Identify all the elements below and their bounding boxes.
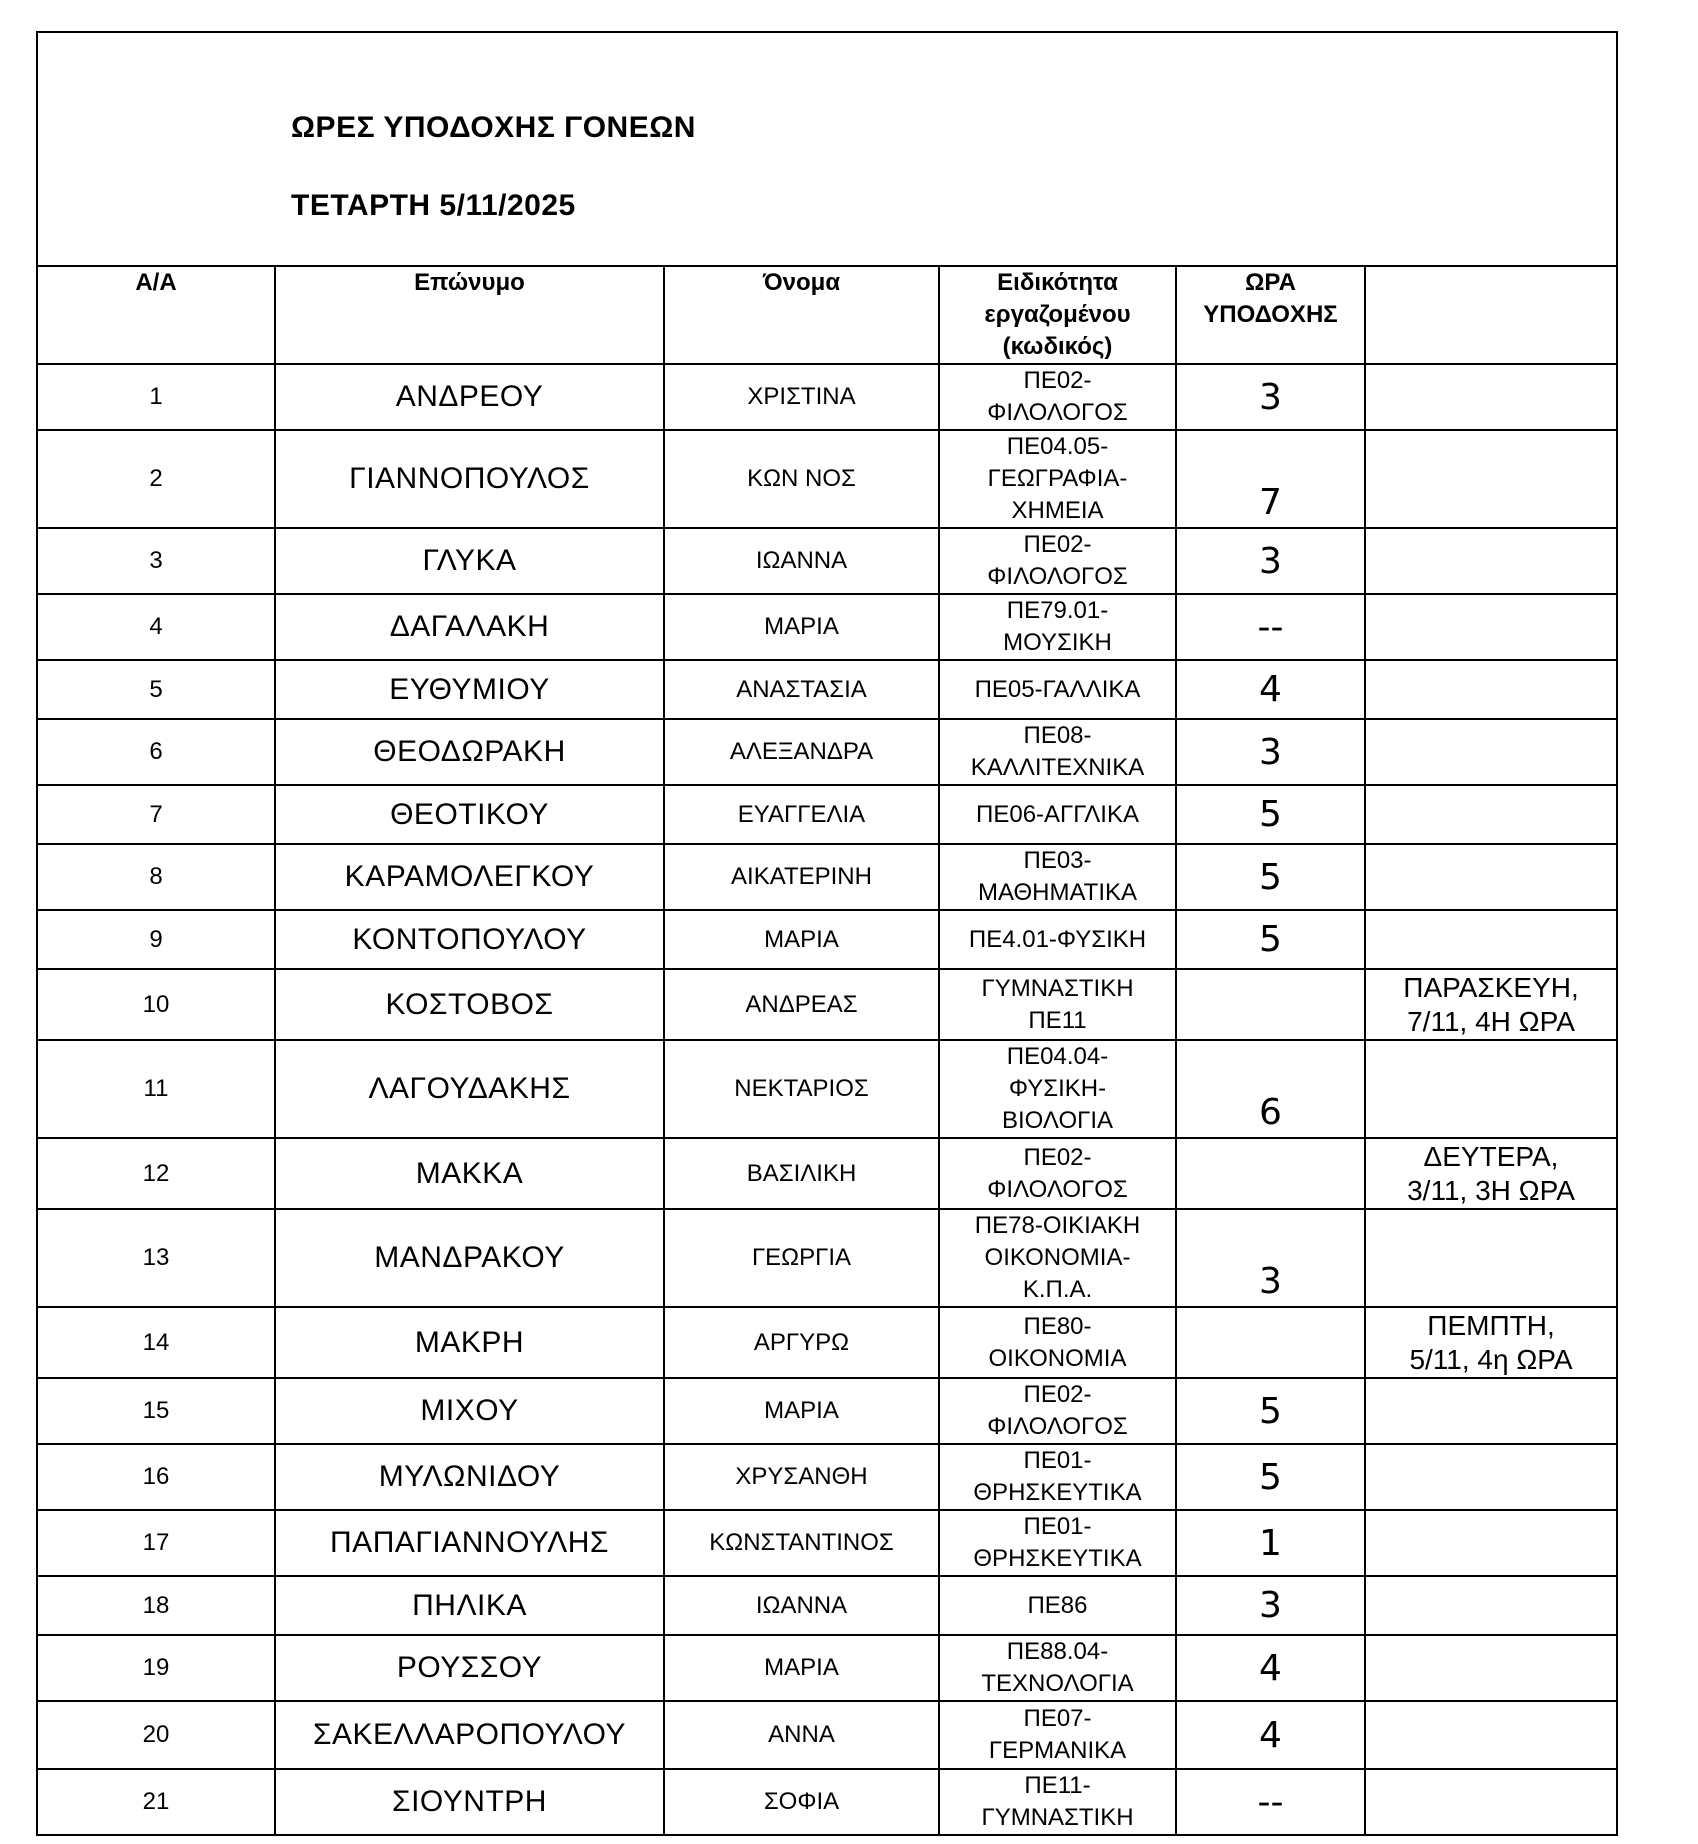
cell-aa: 1 — [38, 364, 275, 430]
cell-note — [1365, 1576, 1616, 1635]
cell-hour: 1 — [1176, 1510, 1365, 1576]
cell-name: ΑΝΝΑ — [664, 1701, 939, 1769]
cell-surname: ΚΑΡΑΜΟΛΕΓΚΟΥ — [275, 844, 664, 910]
table-row — [38, 1701, 1616, 1769]
header-name: Όνομα — [664, 267, 939, 364]
cell-hour — [1176, 969, 1365, 1040]
specialty-line: ΦΙΛΟΛΟΓΟΣ — [987, 1175, 1128, 1203]
cell-specialty — [939, 1040, 1176, 1138]
specialty-line: ΠΕ04.04- — [1006, 1043, 1109, 1070]
cell-hour: -- — [1176, 594, 1365, 660]
specialty-line: ΦΙΛΟΛΟΓΟΣ — [987, 1413, 1128, 1440]
cell-hour: 5 — [1176, 785, 1365, 844]
specialty-line: ΦΥΣΙΚΗ- — [1008, 1075, 1107, 1102]
cell-aa: 5 — [38, 660, 275, 719]
cell-specialty — [939, 910, 1176, 969]
cell-hour: 4 — [1176, 1635, 1365, 1701]
table-row — [38, 844, 1616, 910]
specialty-line: ΘΡΗΣΚΕΥΤΙΚΑ — [973, 1545, 1142, 1572]
cell-specialty — [939, 785, 1176, 844]
specialty-line: Κ.Π.Α. — [1022, 1276, 1093, 1303]
specialty-line: ΒΙΟΛΟΓΙΑ — [1002, 1107, 1113, 1134]
cell-specialty — [939, 364, 1176, 430]
cell-specialty — [939, 1209, 1176, 1307]
specialty-line: ΠΕ4.01-ΦΥΣΙΚΗ — [968, 925, 1147, 953]
cell-note — [1365, 1378, 1616, 1444]
cell-name: ΜΑΡΙΑ — [664, 1635, 939, 1701]
specialty-line: ΠΕ05-ΓΑΛΛΙΚΑ — [974, 675, 1141, 703]
cell-hour: 5 — [1176, 844, 1365, 910]
cell-name: ΧΡΥΣΑΝΘΗ — [664, 1444, 939, 1510]
cell-hour: 3 — [1176, 1209, 1365, 1307]
table-row — [38, 1444, 1616, 1510]
cell-aa: 6 — [38, 719, 275, 785]
cell-aa: 3 — [38, 528, 275, 594]
specialty-line: ΠΕ88.04- — [1006, 1638, 1109, 1665]
specialty-line: ΠΕ79.01- — [1006, 597, 1109, 624]
specialty-line: ΠΕ08- — [1023, 722, 1092, 749]
cell-hour: 4 — [1176, 1701, 1365, 1769]
cell-note — [1365, 844, 1616, 910]
specialty-line: ΘΡΗΣΚΕΥΤΙΚΑ — [973, 1479, 1142, 1506]
header-surname: Επώνυμο — [275, 267, 664, 364]
table-row — [38, 1510, 1616, 1576]
cell-name: ΑΝΔΡΕΑΣ — [664, 969, 939, 1040]
parent-hours-table — [38, 267, 1616, 1834]
cell-hour: 7 — [1176, 430, 1365, 528]
cell-note — [1365, 1307, 1616, 1378]
cell-aa: 17 — [38, 1510, 275, 1576]
cell-note — [1365, 364, 1616, 430]
cell-aa: 12 — [38, 1138, 275, 1209]
document-heading — [38, 33, 1616, 267]
specialty-line: ΠΕ02- — [1023, 1381, 1092, 1408]
specialty-line: ΓΥΜΝΑΣΤΙΚΗ — [981, 974, 1134, 1002]
specialty-line: ΦΙΛΟΛΟΓΟΣ — [987, 563, 1128, 590]
cell-specialty — [939, 1444, 1176, 1510]
cell-surname: ΜΑΚΚΑ — [275, 1138, 664, 1209]
cell-specialty — [939, 1769, 1176, 1834]
schedule-document — [36, 31, 1618, 1836]
cell-aa: 15 — [38, 1378, 275, 1444]
cell-specialty — [939, 969, 1176, 1040]
cell-surname: ΣΑΚΕΛΛΑΡΟΠΟΥΛΟΥ — [275, 1701, 664, 1769]
cell-hour: -- — [1176, 1769, 1365, 1834]
document-date: ΤΕΤΑΡΤΗ 5/11/2025 — [291, 189, 576, 222]
cell-note — [1365, 1209, 1616, 1307]
cell-aa: 21 — [38, 1769, 275, 1834]
table-row — [38, 1040, 1616, 1138]
cell-note — [1365, 1510, 1616, 1576]
header-specialty — [939, 267, 1176, 364]
cell-hour: 3 — [1176, 528, 1365, 594]
cell-aa: 19 — [38, 1635, 275, 1701]
cell-name: ΑΡΓΥΡΩ — [664, 1307, 939, 1378]
header-note — [1365, 267, 1616, 364]
specialty-line: ΠΕ11- — [1024, 1772, 1091, 1799]
table-row — [38, 1138, 1616, 1209]
specialty-line: ΠΕ06-ΑΓΓΛΙΚΑ — [976, 800, 1139, 828]
cell-aa: 11 — [38, 1040, 275, 1138]
cell-aa: 10 — [38, 969, 275, 1040]
cell-specialty — [939, 660, 1176, 719]
specialty-line: ΚΑΛΛΙΤΕΧΝΙΚΑ — [970, 754, 1145, 781]
cell-specialty — [939, 1576, 1176, 1635]
table-header-row — [38, 267, 1616, 364]
cell-note — [1365, 594, 1616, 660]
cell-aa: 8 — [38, 844, 275, 910]
cell-surname: ΘΕΟΤΙΚΟΥ — [275, 785, 664, 844]
cell-aa: 20 — [38, 1701, 275, 1769]
specialty-line: ΜΑΘΗΜΑΤΙΚΑ — [977, 879, 1138, 906]
cell-specialty — [939, 1378, 1176, 1444]
specialty-line: ΠΕ04.05- — [1006, 433, 1109, 460]
note-line: ΔΕΥΤΕΡΑ, — [1423, 1140, 1559, 1172]
header-hour-line: ΥΠΟΔΟΧΗΣ — [1203, 301, 1338, 328]
cell-name: ΙΩΑΝΝΑ — [664, 528, 939, 594]
specialty-line: ΠΕ07- — [1023, 1705, 1092, 1732]
cell-note — [1365, 1444, 1616, 1510]
cell-specialty — [939, 1635, 1176, 1701]
cell-specialty — [939, 1701, 1176, 1769]
note-line: ΠΕΜΠΤΗ, — [1427, 1309, 1555, 1341]
cell-specialty — [939, 430, 1176, 528]
table-row — [38, 594, 1616, 660]
cell-surname: ΚΟΣΤΟΒΟΣ — [275, 969, 664, 1040]
specialty-line: ΤΕΧΝΟΛΟΓΙΑ — [981, 1670, 1134, 1697]
cell-name: ΑΙΚΑΤΕΡΙΝΗ — [664, 844, 939, 910]
cell-hour: 5 — [1176, 910, 1365, 969]
cell-name: ΙΩΑΝΝΑ — [664, 1576, 939, 1635]
table-row — [38, 1378, 1616, 1444]
cell-note — [1365, 430, 1616, 528]
table-row — [38, 1209, 1616, 1307]
cell-name: ΚΩΝ ΝΟΣ — [664, 430, 939, 528]
cell-note — [1365, 528, 1616, 594]
cell-note — [1365, 1040, 1616, 1138]
cell-note — [1365, 660, 1616, 719]
cell-aa: 18 — [38, 1576, 275, 1635]
cell-specialty — [939, 719, 1176, 785]
specialty-line: ΟΙΚΟΝΟΜΙΑ — [988, 1344, 1127, 1372]
cell-surname: ΚΟΝΤΟΠΟΥΛΟΥ — [275, 910, 664, 969]
cell-name: ΜΑΡΙΑ — [664, 910, 939, 969]
cell-surname: ΓΙΑΝΝΟΠΟΥΛΟΣ — [275, 430, 664, 528]
cell-hour — [1176, 1307, 1365, 1378]
specialty-line: ΠΕ80- — [1023, 1312, 1092, 1340]
table-row — [38, 1769, 1616, 1834]
document-title: ΩΡΕΣ ΥΠΟΔΟΧΗΣ ΓΟΝΕΩΝ — [291, 111, 696, 144]
cell-surname: ΓΛΥΚΑ — [275, 528, 664, 594]
table-row — [38, 364, 1616, 430]
cell-note — [1365, 719, 1616, 785]
table-row — [38, 430, 1616, 528]
specialty-line: ΠΕ03- — [1023, 847, 1092, 874]
specialty-line: ΓΕΩΓΡΑΦΙΑ- — [987, 465, 1128, 492]
note-line: ΠΑΡΑΣΚΕΥΗ, — [1403, 971, 1579, 1003]
cell-name: ΣΟΦΙΑ — [664, 1769, 939, 1834]
cell-surname: ΜΑΝΔΡΑΚΟΥ — [275, 1209, 664, 1307]
specialty-line: ΧΗΜΕΙΑ — [1011, 497, 1104, 524]
cell-surname: ΠΗΛΙΚΑ — [275, 1576, 664, 1635]
header-specialty-line: Ειδικότητα — [997, 269, 1118, 296]
table-row — [38, 528, 1616, 594]
cell-surname: ΜΑΚΡΗ — [275, 1307, 664, 1378]
table-row — [38, 660, 1616, 719]
cell-note — [1365, 910, 1616, 969]
specialty-line: ΠΕ02- — [1023, 1143, 1092, 1171]
cell-aa: 13 — [38, 1209, 275, 1307]
cell-name: ΕΥΑΓΓΕΛΙΑ — [664, 785, 939, 844]
cell-hour: 3 — [1176, 364, 1365, 430]
table-row — [38, 719, 1616, 785]
specialty-line: ΠΕ02- — [1023, 531, 1092, 558]
cell-surname: ΑΝΔΡΕΟΥ — [275, 364, 664, 430]
cell-specialty — [939, 1510, 1176, 1576]
header-aa: Α/Α — [38, 267, 275, 364]
header-specialty-line: (κωδικός) — [1002, 333, 1113, 360]
table-row — [38, 1307, 1616, 1378]
cell-surname: ΔΑΓΑΛΑΚΗ — [275, 594, 664, 660]
note-line: 5/11, 4η ΩΡΑ — [1409, 1343, 1573, 1375]
cell-specialty — [939, 594, 1176, 660]
table-row — [38, 969, 1616, 1040]
cell-name: ΓΕΩΡΓΙΑ — [664, 1209, 939, 1307]
cell-aa: 14 — [38, 1307, 275, 1378]
cell-name: ΒΑΣΙΛΙΚΗ — [664, 1138, 939, 1209]
note-line: 3/11, 3Η ΩΡΑ — [1407, 1174, 1575, 1206]
header-hour-line: ΩΡΑ — [1245, 269, 1296, 296]
cell-name: ΜΑΡΙΑ — [664, 1378, 939, 1444]
cell-name: ΝΕΚΤΑΡΙΟΣ — [664, 1040, 939, 1138]
specialty-line: ΦΙΛΟΛΟΓΟΣ — [987, 399, 1128, 426]
specialty-line: ΓΕΡΜΑΝΙΚΑ — [988, 1737, 1127, 1764]
cell-name: ΑΝΑΣΤΑΣΙΑ — [664, 660, 939, 719]
header-hour — [1176, 267, 1365, 364]
cell-aa: 9 — [38, 910, 275, 969]
table-row — [38, 910, 1616, 969]
cell-hour: 3 — [1176, 1576, 1365, 1635]
cell-name: ΧΡΙΣΤΙΝΑ — [664, 364, 939, 430]
header-specialty-line: εργαζομένου — [984, 301, 1131, 328]
cell-surname: ΠΑΠΑΓΙΑΝΝΟΥΛΗΣ — [275, 1510, 664, 1576]
cell-hour: 5 — [1176, 1444, 1365, 1510]
cell-note — [1365, 785, 1616, 844]
specialty-line: ΠΕ02- — [1023, 367, 1092, 394]
cell-hour: 4 — [1176, 660, 1365, 719]
note-line: 7/11, 4Η ΩΡΑ — [1407, 1005, 1575, 1037]
cell-specialty — [939, 1307, 1176, 1378]
cell-note — [1365, 1769, 1616, 1834]
cell-surname: ΡΟΥΣΣΟΥ — [275, 1635, 664, 1701]
cell-note — [1365, 1701, 1616, 1769]
cell-aa: 7 — [38, 785, 275, 844]
cell-hour — [1176, 1138, 1365, 1209]
cell-name: ΜΑΡΙΑ — [664, 594, 939, 660]
cell-hour: 3 — [1176, 719, 1365, 785]
specialty-line: ΠΕ11 — [1028, 1006, 1087, 1034]
specialty-line: ΠΕ01- — [1023, 1513, 1092, 1540]
cell-specialty — [939, 1138, 1176, 1209]
cell-surname: ΛΑΓΟΥΔΑΚΗΣ — [275, 1040, 664, 1138]
cell-specialty — [939, 844, 1176, 910]
cell-note — [1365, 1138, 1616, 1209]
cell-name: ΑΛΕΞΑΝΔΡΑ — [664, 719, 939, 785]
cell-specialty — [939, 528, 1176, 594]
cell-aa: 4 — [38, 594, 275, 660]
cell-note — [1365, 969, 1616, 1040]
cell-hour: 6 — [1176, 1040, 1365, 1138]
cell-aa: 2 — [38, 430, 275, 528]
table-row — [38, 785, 1616, 844]
specialty-line: ΠΕ01- — [1023, 1447, 1092, 1474]
cell-surname: ΕΥΘΥΜΙΟΥ — [275, 660, 664, 719]
specialty-line: ΟΙΚΟΝΟΜΙΑ- — [984, 1244, 1131, 1271]
specialty-line: ΜΟΥΣΙΚΗ — [1003, 629, 1112, 656]
cell-note — [1365, 1635, 1616, 1701]
specialty-line: ΠΕ78-ΟΙΚΙΑΚΗ — [974, 1212, 1141, 1239]
cell-surname: ΜΙΧΟΥ — [275, 1378, 664, 1444]
cell-name: ΚΩΝΣΤΑΝΤΙΝΟΣ — [664, 1510, 939, 1576]
cell-surname: ΜΥΛΩΝΙΔΟΥ — [275, 1444, 664, 1510]
cell-surname: ΣΙΟΥΝΤΡΗ — [275, 1769, 664, 1834]
table-row — [38, 1576, 1616, 1635]
specialty-line: ΓΥΜΝΑΣΤΙΚΗ — [981, 1804, 1134, 1831]
cell-aa: 16 — [38, 1444, 275, 1510]
table-row — [38, 1635, 1616, 1701]
table-body — [38, 364, 1616, 1834]
specialty-line: ΠΕ86 — [1027, 1591, 1088, 1619]
cell-surname: ΘΕΟΔΩΡΑΚΗ — [275, 719, 664, 785]
cell-hour: 5 — [1176, 1378, 1365, 1444]
